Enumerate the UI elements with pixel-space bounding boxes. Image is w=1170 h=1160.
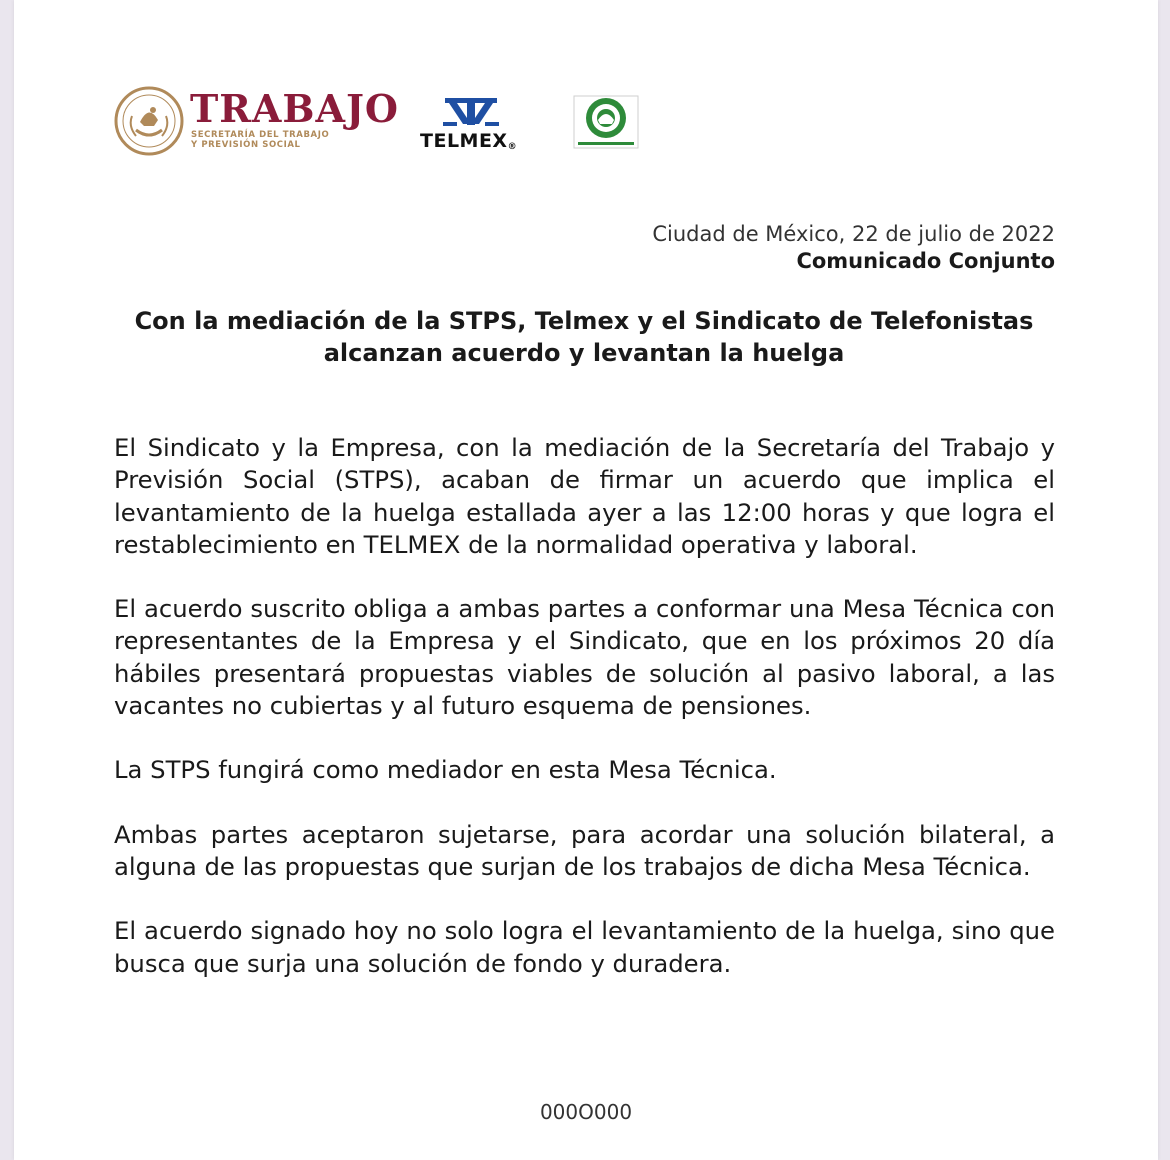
paragraph: El Sindicato y la Empresa, con la mediación de la Secretaría del Trabajo y Previsión Social (STPS), acaban de firmar un acuerdo que implica el levantamiento de la huelga estallada ayer a las 12:00 horas y que logra el restablecimiento en TELMEX de la normalidad operativa y laboral. (114, 433, 1055, 559)
union-logo-icon (572, 94, 640, 150)
telmex-mark-icon (441, 96, 501, 128)
paragraph: Ambas partes aceptaron sujetarse, para acordar una solución bilateral, a alguna de las propuestas que surjan de los trabajos de dicha Mesa Técnica. (114, 819, 1055, 881)
paragraph: La STPS fungirá como mediador en esta Mesa Técnica. (114, 755, 777, 785)
trabajo-logo-text: TRABAJO (190, 86, 400, 131)
telmex-registered-mark: ® (507, 142, 518, 152)
telmex-name: TELMEX (420, 130, 508, 152)
headline (114, 305, 1054, 369)
document-page (14, 0, 1158, 1160)
document-type: Comunicado Conjunto (796, 249, 1055, 273)
paragraph: El acuerdo signado hoy no solo logra el levantamiento de la huelga, sino que busca que surja una solución de fondo y duradera. (114, 916, 1055, 978)
trabajo-logo-subtitle (191, 130, 351, 150)
footer-code: 000O000 (539, 1100, 633, 1124)
dateline: Ciudad de México, 22 de julio de 2022 (652, 222, 1055, 246)
paragraph: El acuerdo suscrito obliga a ambas partes a conformar una Mesa Técnica con representantes de la Empresa y el Sindicato, que en los próximos 20 día hábiles presentará propuestas viables de solución al pasivo laboral, a las vacantes no cubiertas y al futuro esquema de pensiones. (114, 594, 1055, 721)
trabajo-subtitle-line1: SECRETARÍA DEL TRABAJO (191, 130, 330, 140)
trabajo-subtitle-line2: Y PREVISIÓN SOCIAL (191, 140, 301, 150)
body-text (114, 432, 1055, 1012)
headline-line2: alcanzan acuerdo y levantan la huelga (323, 339, 845, 367)
mexico-seal-icon (114, 86, 184, 156)
headline-line1: Con la mediación de la STPS, Telmex y el Sindicato de Telefonistas (134, 307, 1034, 335)
telmex-logo-text (420, 130, 517, 152)
